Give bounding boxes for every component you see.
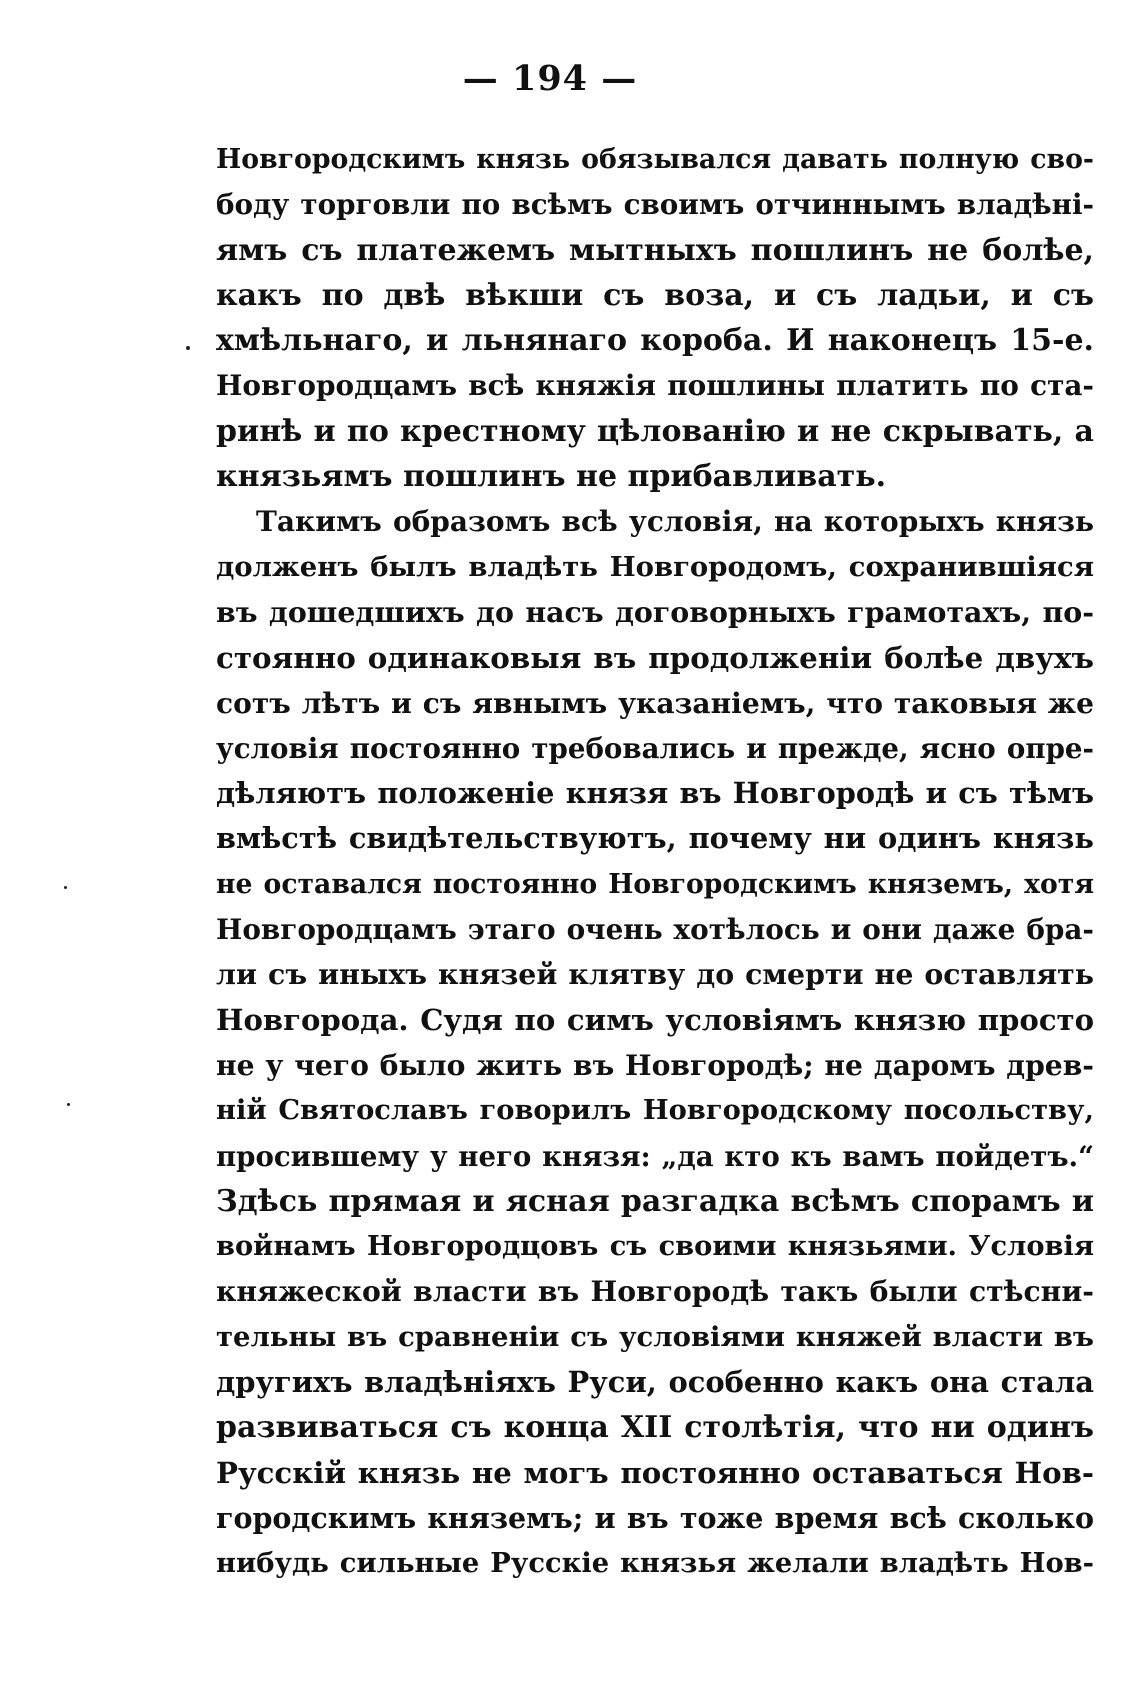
- text-line: ли съ иныхъ князей клятву до смерти не оставлять: [216, 957, 1094, 992]
- text-line: ринѣ и по крестному цѣлованію и не скрывать, а: [216, 413, 1094, 449]
- text-line: стоянно одинаковыя въ продолженіи болѣе двухъ: [216, 640, 1094, 676]
- text-line: ній Святославъ говорилъ Новгородскому посольству,: [216, 1094, 1094, 1127]
- text-line: просившему у него князя: „да кто къ вамъ пойдетъ.“: [216, 1139, 1094, 1173]
- page-number: — 194 —: [462, 58, 638, 99]
- text-line: долженъ былъ владѣть Новгородомъ, сохранившіяся: [216, 550, 1094, 583]
- scan-speck: [186, 346, 190, 350]
- text-line: дѣляютъ положеніе князя въ Новгородѣ и съ тѣмъ: [216, 776, 1094, 811]
- text-line: сотъ лѣтъ и съ явнымъ указаніемъ, что таковыя же: [216, 686, 1094, 720]
- paragraph-1: [216, 137, 1094, 499]
- text-line: Новгородскимъ князь обязывался давать полную сво-: [216, 144, 1094, 175]
- body-text: [216, 137, 1094, 1587]
- text-line: Новгородцамъ всѣ княжія пошлины платить по ста-: [216, 369, 1094, 403]
- text-line: войнамъ Новгородцовъ съ своими князьями. Условія: [216, 1230, 1094, 1263]
- text-line: Новгородцамъ этаго очень хотѣлось и они даже бра-: [216, 913, 1094, 947]
- text-line: не оставался постоянно Новгородскимъ княземъ, хотя: [216, 868, 1094, 900]
- text-line: Такимъ образомъ всѣ условія, на которыхъ князь: [256, 505, 1094, 539]
- text-line: не у чего было жить въ Новгородѣ; не даромъ древ-: [216, 1048, 1094, 1082]
- text-line: Новгорода. Судя по симъ условіямъ князю просто: [216, 1002, 1094, 1037]
- text-line: князьямъ пошлинъ не прибавливать.: [216, 459, 887, 495]
- text-line: вмѣстѣ свидѣтельствуютъ, почему ни одинъ князь: [216, 821, 1094, 856]
- paragraph-2: [216, 499, 1094, 1586]
- text-line: ямъ съ платежемъ мытныхъ пошлинъ не болѣе,: [216, 232, 1094, 268]
- text-line: развиваться съ конца XII столѣтія, что ни одинъ: [216, 1410, 1094, 1446]
- text-line: въ дошедшихъ до насъ договорныхъ грамотахъ, по-: [216, 594, 1094, 629]
- text-line: княжеской власти въ Новгородѣ такъ были стѣсни-: [216, 1274, 1094, 1309]
- text-line: условія постоянно требовались и прежде, ясно опре-: [216, 731, 1094, 765]
- text-line: Русскій князь не могъ постоянно оставаться Нов-: [216, 1455, 1094, 1490]
- text-line: боду торговли по всѣмъ своимъ отчиннымъ владѣні-: [216, 188, 1094, 222]
- text-line: Здѣсь прямая и ясная разгадка всѣмъ спорамъ и: [216, 1183, 1094, 1219]
- text-line: тельны въ сравненіи съ условіями княжей власти въ: [216, 1320, 1094, 1353]
- text-line: нибудь сильные Русскіе князья желали владѣть Нов-: [216, 1547, 1094, 1580]
- text-line: городскимъ княземъ; и въ тоже время всѣ сколько: [216, 1500, 1094, 1535]
- text-line: хмѣльнаго, и льнянаго короба. И наконецъ 15-е.: [216, 323, 1094, 359]
- text-line: другихъ владѣніяхъ Руси, особенно какъ она стала: [216, 1365, 1094, 1400]
- scan-speck: [67, 1103, 70, 1106]
- scan-speck: [64, 886, 67, 889]
- text-line: какъ по двѣ вѣкши съ воза, и съ ладьи, и съ: [216, 277, 1094, 313]
